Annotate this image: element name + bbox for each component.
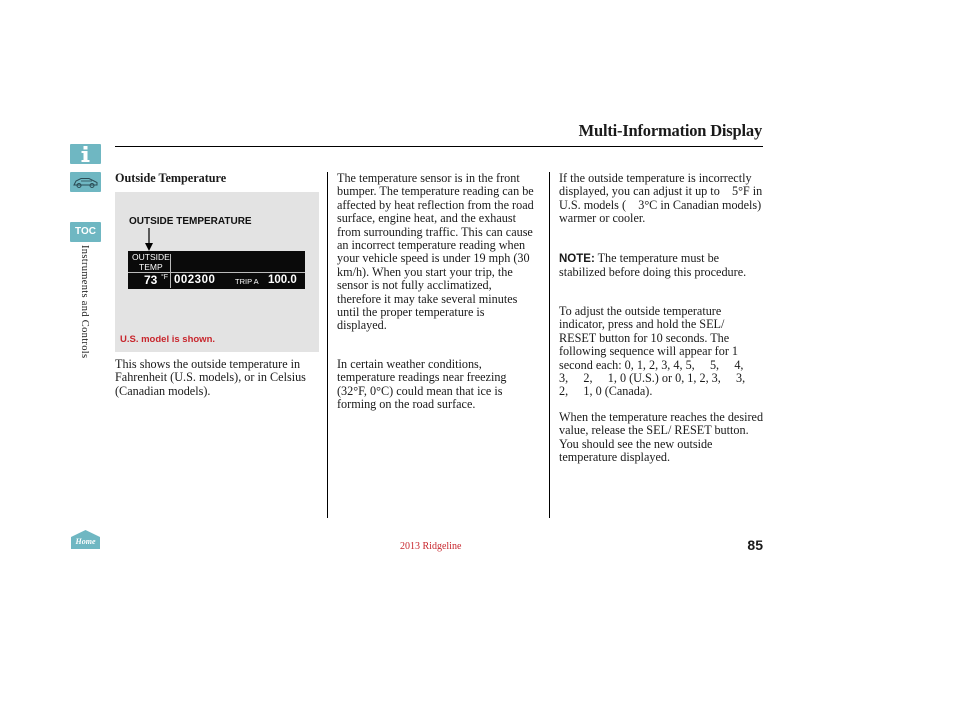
toc-button[interactable]: TOC [70, 222, 101, 242]
lcd-temp-label: TEMP [139, 262, 163, 272]
info-icon[interactable] [70, 144, 101, 164]
header-rule [115, 146, 763, 147]
section-label: Instruments and Controls [79, 245, 90, 359]
home-button[interactable] [70, 529, 101, 550]
page-number: 85 [747, 537, 763, 553]
lcd-outside-label: OUTSIDE [132, 252, 170, 262]
display-figure [115, 192, 319, 352]
body-paragraph: The temperature sensor is in the front bumper. The temperature reading can be affected by heat reflection from the road surface, engine heat, and the exhaust from surrounding traffic. This can cause an incorrect temperature reading when your vehicle speed is under 19 mph (30 km/h). When you start your trip, the sensor is not fully acclimatized, therefore it may take several minutes until the proper temperature is displayed. [337, 171, 534, 333]
info-glyph-icon [70, 144, 101, 164]
car-icon[interactable] [70, 172, 101, 192]
column-divider [549, 172, 550, 518]
note-text: The temperature must be stabilized before doing this procedure. [559, 251, 747, 280]
section-heading: Outside Temperature [115, 171, 227, 185]
figure-label: OUTSIDE TEMPERATURE [129, 216, 252, 227]
body-paragraph: To adjust the outside temperature indicator, press and hold the SEL/ RESET button for 10 seconds. The following sequence will appear for 1 second each: 0, 1, 2, 3, 4, 5, 5, 4, 3, 2, 1, 0 (U.S.) or 0, 1, 2, 3, 3, 2, 1, 0 (Canada). [559, 304, 761, 399]
home-icon [70, 529, 101, 550]
note-label: NOTE: [559, 253, 595, 265]
lcd-temp-unit: °F [161, 274, 169, 281]
body-paragraph: In certain weather conditions, temperature readings near freezing (32°F, 0°C) could mean that ice is forming on the road surface. [337, 357, 507, 412]
lcd-trip-label: TRIP A [235, 277, 259, 286]
body-paragraph: This shows the outside temperature in Fahrenheit (U.S. models), or in Celsius (Canadian models). [115, 357, 306, 398]
body-paragraph: When the temperature reaches the desired value, release the SEL/ RESET button. You should see the new outside temperature displayed. [559, 410, 764, 465]
car-glyph-icon [70, 172, 101, 192]
body-paragraph: If the outside temperature is incorrectly displayed, you can adjust it up to 5°F in U.S. models ( 3°C in Canadian models) warmer or cooler. [559, 171, 766, 226]
footer-model: 2013 Ridgeline [400, 541, 462, 552]
note-paragraph [559, 252, 764, 280]
lcd-trip-value: 100.0 [268, 274, 297, 286]
home-label: Home [75, 537, 96, 546]
figure-caption: U.S. model is shown. [120, 334, 216, 345]
lcd-divider [170, 254, 171, 288]
lcd-display [128, 251, 305, 289]
column-divider [327, 172, 328, 518]
arrow-down-icon [143, 228, 155, 252]
lcd-odometer: 002300 [174, 274, 216, 286]
page-title: Multi-Information Display [578, 121, 762, 140]
lcd-temp-value: 73 [144, 273, 158, 287]
